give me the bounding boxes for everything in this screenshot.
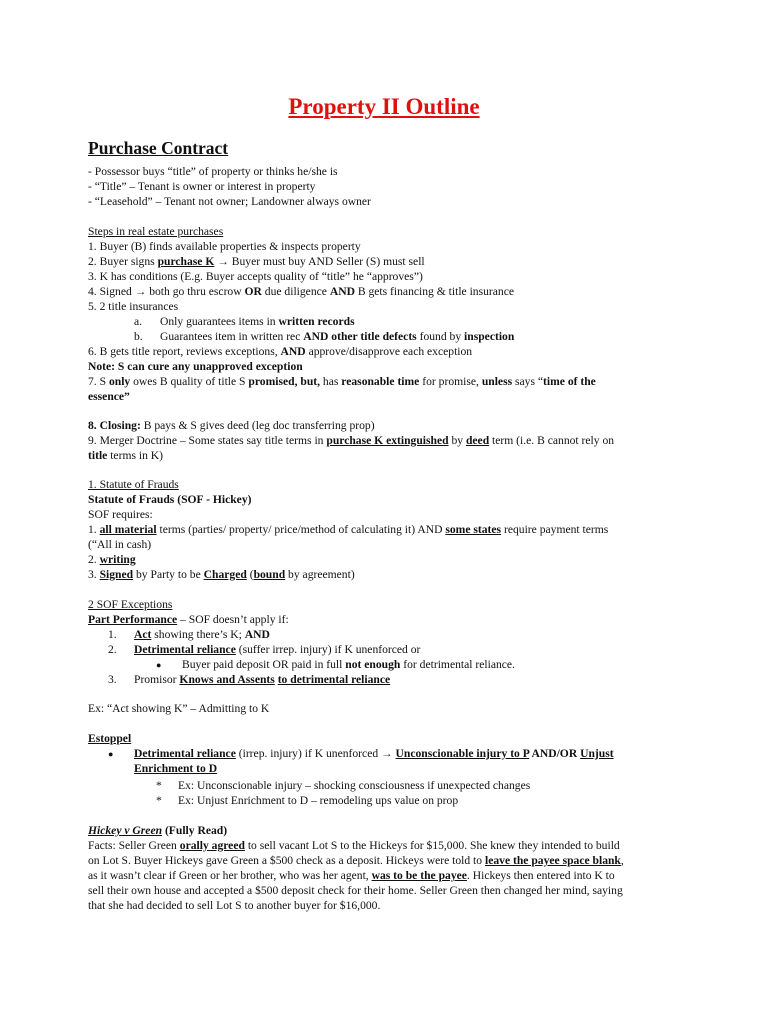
text-run: B pays & S gives deed (leg doc transferring prop)	[140, 419, 375, 432]
exception-3	[108, 672, 390, 687]
text-run: AND	[329, 285, 355, 298]
text-run: terms (parties/ property/ price/method of calculating it) AND	[156, 523, 446, 536]
estoppel-bullet-cont: Enrichment to D	[134, 762, 218, 775]
exception-1	[108, 627, 270, 642]
example-line: Ex: “Act showing K” – Admitting to K	[88, 702, 270, 715]
text-run: Detrimental reliance	[134, 643, 236, 656]
step-9	[88, 433, 614, 448]
estoppel-bullet	[108, 746, 614, 762]
text-run: time of the	[543, 375, 596, 388]
text-run: 3.	[88, 568, 100, 581]
case-facts-line: sell their own house and accepted a $500 deposit check for their home. Seller Green then changed her mind, saying	[88, 884, 623, 897]
text-run: to detrimental reliance	[277, 673, 391, 686]
text-run: 7. S	[88, 375, 109, 388]
text-run: bound	[253, 568, 286, 581]
note-line: Note: S can cure any unapproved exception	[88, 360, 303, 373]
text-run: deed	[465, 434, 490, 447]
text-run: require payment terms	[501, 523, 609, 536]
text-run: by Party to be	[133, 568, 204, 581]
text-run: terms in K)	[107, 449, 164, 462]
step-5a	[134, 314, 355, 329]
list-marker: b.	[134, 330, 143, 343]
list-marker: 1.	[108, 628, 117, 641]
list-marker: a.	[134, 315, 143, 328]
text-run: 8. Closing:	[88, 419, 141, 432]
text-run: writing	[99, 553, 136, 566]
subheading-steps: Steps in real estate purchases	[88, 225, 224, 238]
text-run: Only guarantees items in	[160, 315, 279, 328]
text-run: written records	[278, 315, 355, 328]
text-run: for promise,	[419, 375, 482, 388]
sof-subheading: Statute of Frauds (SOF - Hickey)	[88, 493, 252, 506]
text-run: for detrimental reliance.	[400, 658, 515, 671]
text-run: some states	[445, 523, 502, 536]
text-run: ,	[620, 854, 624, 867]
text-run: to sell vacant Lot S to the Hickeys for $15,000. She knew they intended to build	[244, 839, 620, 852]
text-run: 1.	[88, 523, 100, 536]
estoppel-example-2	[156, 793, 458, 808]
text-run: Facts: Seller Green	[88, 839, 180, 852]
case-name: Hickey v Green	[88, 824, 163, 837]
text-run: Guarantees item in written rec	[160, 330, 304, 343]
text-run: not enough	[345, 658, 401, 671]
text-run: promised, but,	[248, 375, 321, 388]
bullet-icon: ●	[156, 660, 162, 670]
text-run: (irrep. injury) if K unenforced →	[235, 747, 396, 760]
text-run: 2. Buyer signs	[88, 255, 158, 268]
subheading-sof-exceptions: 2 SOF Exceptions	[88, 598, 173, 611]
text-run: 4. Signed → both go thru escrow	[88, 285, 245, 298]
text-run: owes B quality of title S	[130, 375, 249, 388]
text-run: unless	[481, 375, 513, 388]
text-line: - “Leasehold” – Tenant not owner; Landowner always owner	[88, 195, 371, 208]
text-run: all material	[99, 523, 157, 536]
exception-2-sub	[156, 657, 515, 673]
text-run: . Hickeys then entered into K to	[466, 869, 615, 882]
text-run: Charged	[203, 568, 247, 581]
part-performance-line	[88, 612, 289, 627]
estoppel-example-1	[156, 778, 530, 793]
step-1: 1. Buyer (B) finds available properties & inspects property	[88, 240, 361, 253]
text-run: 6. B gets title report, reviews exceptions,	[88, 345, 281, 358]
text-run: → Buyer must buy AND Seller (S) must sell	[214, 255, 425, 268]
text-run: Ex: Unjust Enrichment to D – remodeling ups value on prop	[178, 794, 459, 807]
text-run: showing there’s K;	[151, 628, 245, 641]
text-run: title	[88, 449, 108, 462]
step-4	[88, 284, 514, 299]
sof-req-1	[88, 522, 608, 537]
text-run: found by	[416, 330, 465, 343]
sof-req-3	[88, 567, 355, 582]
text-run: AND/OR	[529, 747, 581, 760]
text-run: has	[320, 375, 342, 388]
text-run: was to be the payee	[371, 869, 467, 882]
text-run: (	[246, 568, 254, 581]
text-run: AND	[244, 628, 270, 641]
step-7	[88, 374, 596, 389]
text-run: due diligence	[261, 285, 330, 298]
text-run: Ex: Unconscionable injury – shocking consciousness if unexpected changes	[178, 779, 531, 792]
asterisk-marker: *	[156, 779, 162, 792]
step-7-cont: essence”	[88, 390, 130, 403]
sof-req-2	[88, 552, 136, 567]
text-run: 9. Merger Doctrine – Some states say title terms in	[88, 434, 327, 447]
text-line: - “Title” – Tenant is owner or interest in property	[88, 180, 316, 193]
text-run: term (i.e. B cannot rely on	[489, 434, 615, 447]
text-run: Unconscionable injury to P	[395, 747, 530, 760]
text-run: Detrimental reliance	[134, 747, 236, 760]
step-9-cont	[88, 448, 163, 463]
subheading-estoppel: Estoppel	[88, 732, 132, 745]
step-5: 5. 2 title insurances	[88, 300, 179, 313]
text-run: Unjust	[580, 747, 614, 760]
text-run: purchase K	[157, 255, 215, 268]
text-line: - Possessor buys “title” of property or thinks he/she is	[88, 165, 338, 178]
text-run: Promisor	[134, 673, 180, 686]
case-facts-line	[88, 853, 624, 868]
text-run: Part Performance	[88, 613, 178, 626]
text-run: Knows and Assents	[179, 673, 275, 686]
text-run: Signed	[99, 568, 134, 581]
text-run: on Lot S. Buyer Hickeys gave Green a $500 check as a deposit. Hickeys were told to	[88, 854, 485, 867]
step-2	[88, 254, 425, 269]
step-6	[88, 344, 472, 359]
case-heading	[88, 823, 227, 838]
list-marker: 3.	[108, 673, 117, 686]
step-5b	[134, 329, 514, 344]
text-run: as it wasn’t clear if Green or her brother, who was her agent,	[88, 869, 372, 882]
text-run: (Fully Read)	[162, 824, 228, 837]
text-run: Buyer paid deposit OR paid in full	[182, 658, 346, 671]
text-run: 2.	[88, 553, 100, 566]
sof-req-1-cont: (“All in cash)	[88, 538, 152, 551]
case-facts-line	[88, 838, 620, 853]
text-run: orally agreed	[179, 839, 245, 852]
text-run: inspection	[464, 330, 515, 343]
asterisk-marker: *	[156, 794, 162, 807]
text-run: only	[108, 375, 131, 388]
text-run: by agreement)	[285, 568, 355, 581]
text-run: OR	[244, 285, 262, 298]
text-run: purchase K extinguished	[326, 434, 449, 447]
text-run: Act	[134, 628, 152, 641]
page-title: Property II Outline	[288, 94, 480, 119]
exception-2	[108, 642, 420, 657]
section-heading-purchase-contract: Purchase Contract	[88, 138, 229, 158]
text-run: (suffer irrep. injury) if K unenforced or	[235, 643, 421, 656]
step-8	[88, 418, 375, 433]
text-line: SOF requires:	[88, 508, 153, 521]
text-run: leave the payee space blank	[484, 854, 621, 867]
list-marker: 2.	[108, 643, 117, 656]
text-run: B gets financing & title insurance	[354, 285, 515, 298]
text-run: reasonable time	[341, 375, 420, 388]
bullet-icon: ●	[108, 749, 114, 759]
text-run: – SOF doesn’t apply if:	[177, 613, 289, 626]
step-3: 3. K has conditions (E.g. Buyer accepts quality of “title” he “approves”)	[88, 270, 423, 283]
case-facts-line: that she had decided to sell Lot S to another buyer for $16,000.	[88, 899, 381, 912]
text-run: AND other title defects	[303, 330, 417, 343]
text-run: by	[448, 434, 466, 447]
subheading-statute-of-frauds: 1. Statute of Frauds	[88, 478, 179, 491]
text-run: AND	[280, 345, 306, 358]
text-run: says “	[512, 375, 544, 388]
text-run: approve/disapprove each exception	[305, 345, 473, 358]
case-facts-line	[88, 868, 615, 883]
